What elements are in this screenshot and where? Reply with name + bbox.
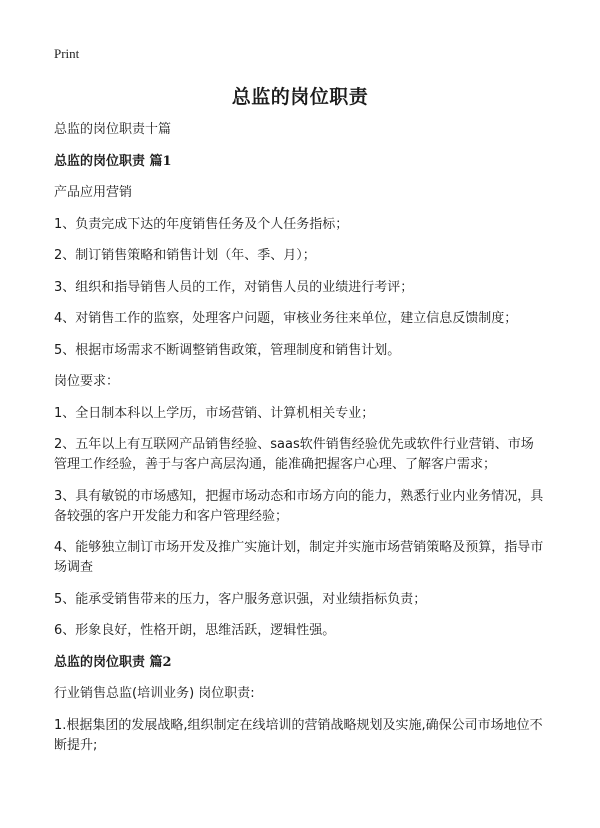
document-title: 总监的岗位职责 [231, 86, 369, 108]
section-2-intro: 行业销售总监(培训业务) 岗位职责: [54, 686, 255, 701]
requirement-item: 1、全日制本科以上学历，市场营销、计算机相关专业； [54, 405, 375, 421]
duty-item: 1、负责完成下达的年度销售任务及个人任务指标； [54, 216, 349, 232]
duty-item: 4、对销售工作的监察，处理客户问题，审核业务往来单位，建立信息反馈制度； [54, 311, 518, 326]
duty-item: 5、根据市场需求不断调整销售政策，管理制度和销售计划。 [54, 342, 401, 358]
requirements-label: 岗位要求： [54, 374, 120, 389]
requirement-item: 3、具有敏锐的市场感知，把握市场动态和市场方向的能力，熟悉行业内业务情况，具备较强的客户开发能力和客户管理经验； [54, 488, 544, 524]
section-1-role: 产品应用营销 [54, 185, 133, 200]
document-subtitle: 总监的岗位职责十篇 [54, 122, 172, 137]
requirement-item: 6、形象良好，性格开朗，思维活跃，逻辑性强。 [54, 623, 336, 638]
requirement-item: 4、能够独立制订市场开发及推广实施计划，制定并实施市场营销策略及预算，指导市场调查 [54, 540, 544, 575]
print-link[interactable]: Print [54, 46, 80, 61]
duty-item: 2、制订销售策略和销售计划（年、季、月）； [54, 248, 316, 263]
requirement-item: 2、五年以上有互联网产品销售经验、saas软件销售经验优先或软件行业营销、市场管理工作经验，善于与客户高层沟通，能准确把握客户心理、了解客户需求； [54, 437, 534, 472]
section-1-heading: 总监的岗位职责 篇1 [54, 153, 172, 169]
duty-item: 1.根据集团的发展战略,组织制定在线培训的营销战略规划及实施,确保公司市场地位不断提升; [54, 717, 543, 753]
section-2-heading: 总监的岗位职责 篇2 [54, 654, 172, 670]
duty-item: 3、组织和指导销售人员的工作，对销售人员的业绩进行考评； [54, 279, 414, 295]
requirement-item: 5、能承受销售带来的压力，客户服务意识强，对业绩指标负责； [54, 591, 427, 607]
document-body [54, 120, 546, 767]
